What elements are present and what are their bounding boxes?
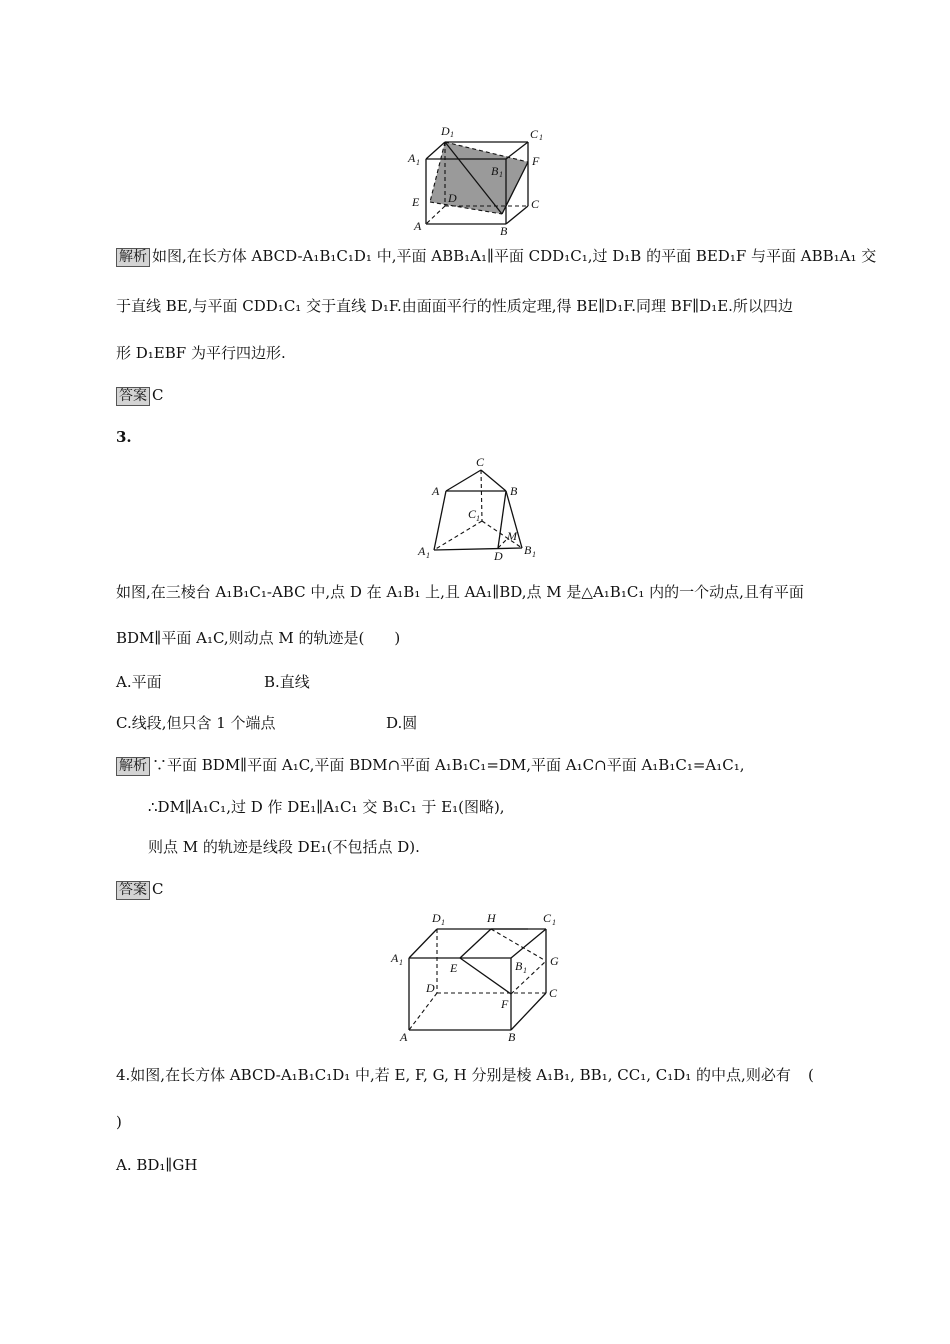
answer-tag: 答案 <box>116 881 150 900</box>
analysis-tag: 解析 <box>116 757 150 776</box>
label: D <box>448 191 457 205</box>
question-number: 3. <box>116 428 132 446</box>
label: C <box>543 911 552 925</box>
analysis-line: 则点 M 的轨迹是线段 DE₁(不包括点 D). <box>148 838 420 856</box>
label: A <box>432 484 440 498</box>
label: B <box>508 1030 516 1042</box>
figure-cuboid-section <box>400 124 550 239</box>
label: A <box>408 151 416 165</box>
label: D <box>494 549 503 562</box>
question-stem: 4.如图,在长方体 ABCD-A₁B₁C₁D₁ 中,若 E, F, G, H 分别是棱 A₁B₁, BB₁, CC₁, C₁D₁ 的中点,则必有 <box>116 1066 791 1084</box>
analysis-line: 解析 ∵平面 BDM∥平面 A₁C,平面 BDM∩平面 A₁B₁C₁=DM,平面 A₁C∩平面 A₁B₁C₁=A₁C₁, <box>116 755 745 776</box>
analysis-line: 解析 如图,在长方体 ABCD-A₁B₁C₁D₁ 中,平面 ABB₁A₁∥平面 CDD₁C₁,过 D₁B 的平面 BED₁F 与平面 ABB₁A₁ 交 <box>116 246 876 267</box>
label: B <box>491 164 499 178</box>
svg-text:1: 1 <box>399 958 403 967</box>
label: C <box>549 986 558 1000</box>
label: B <box>524 543 532 557</box>
svg-text:1: 1 <box>450 130 454 139</box>
label: F <box>501 997 509 1011</box>
svg-text:1: 1 <box>499 170 503 179</box>
option-a: A. BD₁∥GH <box>116 1156 198 1174</box>
label: A <box>400 1030 408 1042</box>
label: B <box>510 484 518 498</box>
label: E <box>450 961 458 975</box>
answer-tag: 答案 <box>116 387 150 406</box>
svg-text:1: 1 <box>441 918 445 927</box>
answer-paren-open: ( <box>808 1066 814 1084</box>
option-c: C.线段,但只含 1 个端点 <box>116 714 276 732</box>
answer-paren-close: ) <box>116 1113 122 1131</box>
analysis-tag: 解析 <box>116 248 150 267</box>
option-a: A.平面 <box>116 673 162 691</box>
label: E <box>412 195 420 209</box>
analysis-line: 形 D₁EBF 为平行四边形. <box>116 344 286 362</box>
label: F <box>532 154 540 168</box>
svg-text:1: 1 <box>476 514 480 523</box>
figure-cuboid-midpoints <box>386 910 566 1042</box>
label: C <box>468 507 477 521</box>
label: C <box>530 127 539 141</box>
svg-text:1: 1 <box>539 133 543 142</box>
label: B <box>500 224 508 238</box>
svg-text:1: 1 <box>523 966 527 975</box>
question-stem: 如图,在三棱台 A₁B₁C₁-ABC 中,点 D 在 A₁B₁ 上,且 AA₁∥BD,点 M 是△A₁B₁C₁ 内的一个动点,且有平面 <box>116 583 804 601</box>
option-b: B.直线 <box>264 673 310 691</box>
label: D <box>426 981 435 995</box>
label: M <box>507 529 517 543</box>
label: A <box>391 951 399 965</box>
label: D <box>432 911 441 925</box>
label: C <box>531 197 540 211</box>
svg-text:1: 1 <box>552 918 556 927</box>
answer-line: 答案 C <box>116 385 163 406</box>
label: A <box>414 219 422 233</box>
option-d: D.圆 <box>386 714 418 732</box>
figure-frustum <box>412 456 542 562</box>
label: C <box>476 456 485 469</box>
svg-text:1: 1 <box>426 551 430 560</box>
label: G <box>550 954 559 968</box>
svg-text:1: 1 <box>532 550 536 559</box>
label: A <box>418 544 426 558</box>
analysis-line: 于直线 BE,与平面 CDD₁C₁ 交于直线 D₁F.由面面平行的性质定理,得 BE∥D₁F.同理 BF∥D₁E.所以四边 <box>116 297 793 315</box>
label: D <box>441 124 450 138</box>
label: H <box>487 911 496 925</box>
analysis-line: ∴DM∥A₁C₁,过 D 作 DE₁∥A₁C₁ 交 B₁C₁ 于 E₁(图略), <box>148 798 505 816</box>
label: B <box>515 959 523 973</box>
svg-text:1: 1 <box>416 158 420 167</box>
answer-line: 答案 C <box>116 879 163 900</box>
question-stem: BDM∥平面 A₁C,则动点 M 的轨迹是( ) <box>116 629 401 647</box>
